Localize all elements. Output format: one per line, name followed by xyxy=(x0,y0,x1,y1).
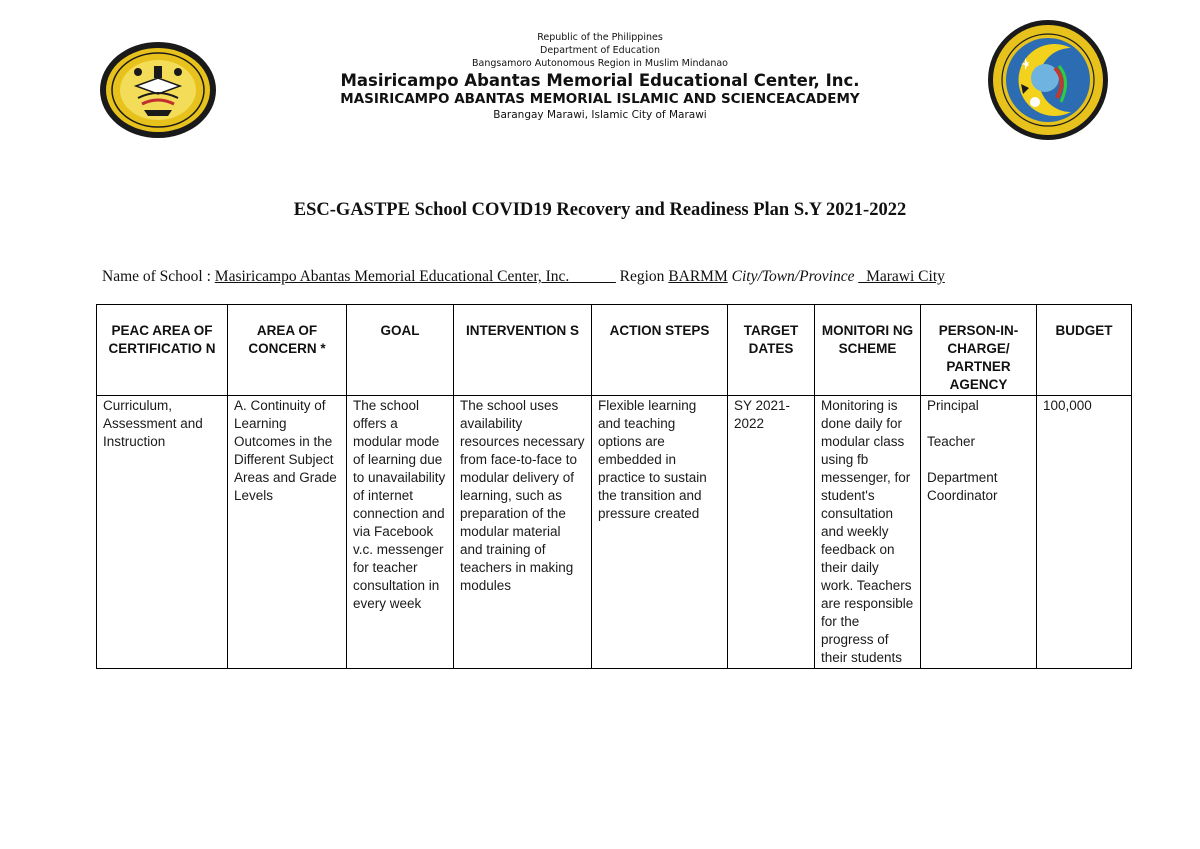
school-info-line xyxy=(102,268,945,286)
table-row xyxy=(97,396,1132,669)
school-name-blank: ______ xyxy=(569,268,616,285)
republic-line: Republic of the Philippines xyxy=(537,32,663,43)
city-label: City/Town/Province xyxy=(727,268,859,285)
cell-peac-area: Curriculum, Assessment and Instruction xyxy=(97,396,228,669)
department-line: Department of Education xyxy=(540,45,660,56)
cell-interventions: The school uses availability resources necessary from face-to-face to modular delivery of learning, such as preparation of the modular material and training of teachers in making modules xyxy=(454,396,592,669)
col-peac-area: PEAC AREA OF CERTIFICATIO N xyxy=(97,305,228,396)
school-name-value: Masiricampo Abantas Memorial Educational Center, Inc. xyxy=(214,268,570,285)
person-department-coordinator: Department Coordinator xyxy=(927,470,998,503)
cell-monitoring-scheme: Monitoring is done daily for modular class using fb messenger, for student's consultation and weekly feedback on their daily work. Teachers are responsible for the progress of their students xyxy=(815,396,921,669)
document-title: ESC-GASTPE School COVID19 Recovery and Readiness Plan S.Y 2021-2022 xyxy=(293,200,907,220)
city-value: _Marawi City xyxy=(858,268,945,285)
cell-budget: 100,000 xyxy=(1037,396,1132,669)
table-header-row xyxy=(97,305,1132,396)
institution-name: Masiricampo Abantas Memorial Educational Center, Inc. xyxy=(340,71,860,90)
address-line: Barangay Marawi, Islamic City of Marawi xyxy=(493,109,707,121)
col-goal: GOAL xyxy=(347,305,454,396)
academy-seal-icon xyxy=(985,18,1111,142)
person-teacher: Teacher xyxy=(927,434,976,449)
school-name-label: Name of School : xyxy=(102,268,215,285)
school-seal-icon xyxy=(98,40,218,140)
academy-name: MASIRICAMPO ABANTAS MEMORIAL ISLAMIC AND SCIENCEACADEMY xyxy=(340,91,860,107)
letterhead xyxy=(300,31,900,123)
cell-action-steps: Flexible learning and teaching options are embedded in practice to sustain the transition and pressure created xyxy=(592,396,728,669)
region-line: Bangsamoro Autonomous Region in Muslim Mindanao xyxy=(471,58,728,69)
col-interventions: INTERVENTION S xyxy=(454,305,592,396)
cell-person-in-charge xyxy=(921,396,1037,669)
region-value: BARMM xyxy=(668,268,728,285)
cell-goal: The school offers a modular mode of learning due to unavailability of internet connection and via Facebook v.c. messenger for teacher consultation in every week xyxy=(347,396,454,669)
col-area-of-concern: AREA OF CONCERN * xyxy=(228,305,347,396)
col-target-dates: TARGET DATES xyxy=(728,305,815,396)
region-label: Region xyxy=(615,268,669,285)
col-budget: BUDGET xyxy=(1037,305,1132,396)
col-action-steps: ACTION STEPS xyxy=(592,305,728,396)
col-person-in-charge: PERSON-IN-CHARGE/ PARTNER AGENCY xyxy=(921,305,1037,396)
person-principal: Principal xyxy=(927,398,979,413)
cell-area-of-concern: A. Continuity of Learning Outcomes in the Different Subject Areas and Grade Levels xyxy=(228,396,347,669)
recovery-plan-table xyxy=(96,304,1132,669)
col-monitoring-scheme: MONITORI NG SCHEME xyxy=(815,305,921,396)
cell-target-dates: SY 2021-2022 xyxy=(728,396,815,669)
